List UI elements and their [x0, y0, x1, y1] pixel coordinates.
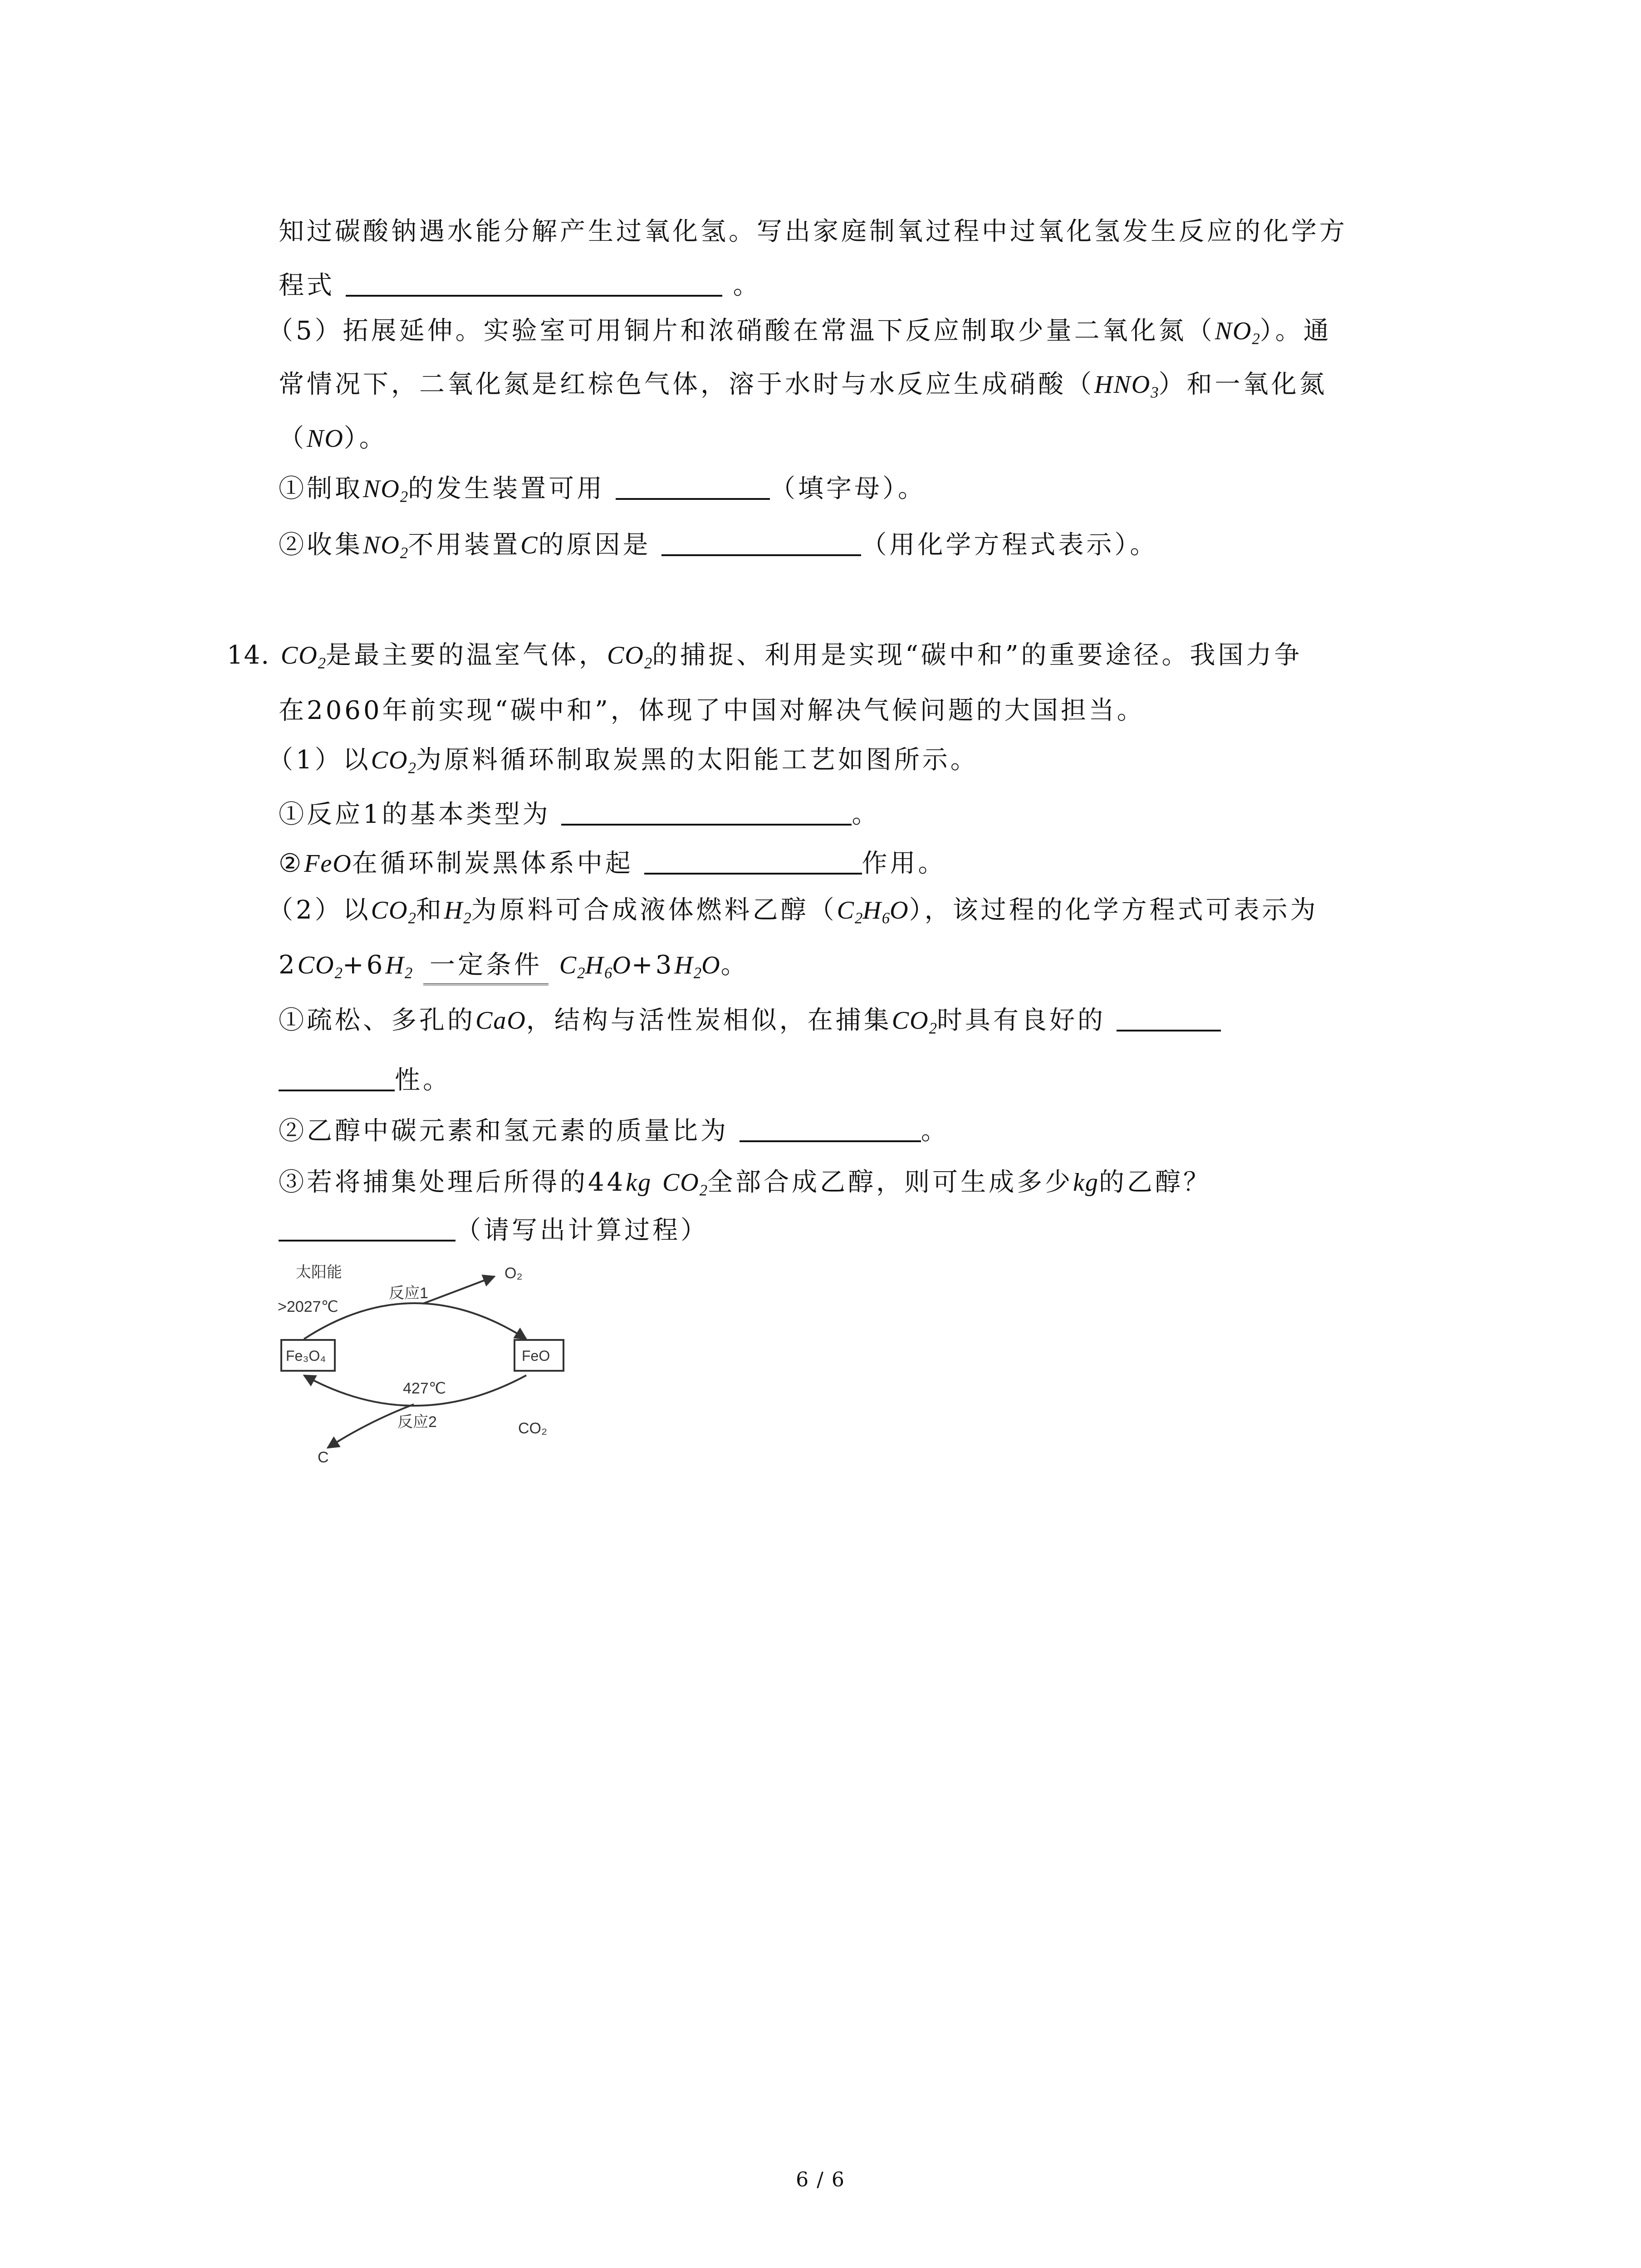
formula-co2: $CO_2$ — [371, 746, 416, 777]
unit-kg: kg — [626, 1168, 652, 1197]
q14-sub1-blank[interactable] — [561, 797, 852, 826]
q14-sub3-b: ，结构与活性炭相似，在捕集 — [526, 1006, 892, 1035]
q14-sub1-a: ①反应1的基本类型为 — [279, 800, 551, 829]
q13-line2 — [279, 269, 761, 303]
q14-line2: 在2060年前实现“碳中和”，体现了中国对解决气候问题的大国担当。 — [279, 696, 1145, 725]
q13-sub2-e: （用化学方程式表示）。 — [861, 530, 1158, 560]
q13-line2-suffix: 。 — [733, 271, 761, 300]
o2-release-arrow — [423, 1276, 495, 1304]
q13-sub1 — [279, 472, 926, 514]
formula-h2o: $H_2O$ — [674, 951, 721, 982]
q14-line1 — [227, 638, 1302, 680]
q14-sub1 — [279, 797, 880, 832]
q14-sub3-cont — [279, 1063, 451, 1098]
q14-sub5-b: 全部合成乙醇，则可生成多少 — [707, 1168, 1073, 1197]
q14-sub3-a: ①疏松、多孔的 — [279, 1006, 475, 1035]
co2-label: CO₂ — [518, 1420, 548, 1437]
q13-line2-prefix: 程式 — [279, 271, 335, 300]
q14-line1-b: 的捕捉、利用是实现“碳中和”的重要途径。我国力争 — [652, 640, 1303, 670]
reaction1-label: 反应1 — [389, 1285, 428, 1302]
formula-co2: $CO_2$ — [280, 641, 326, 672]
unit-kg: kg — [1073, 1168, 1099, 1197]
q13-sub1-a: ①制取 — [279, 474, 363, 503]
q13-line1: 知过碳酸钠遇水能分解产生过氧化氢。写出家庭制氧过程中过氧化氢发生反应的化学方 — [279, 217, 1347, 246]
q13-sub2-b: 不用装置 — [408, 530, 521, 560]
solar-energy-label: 太阳能 — [296, 1264, 342, 1281]
formula-no2: $NO_2$ — [1215, 317, 1260, 348]
q14-equation — [279, 948, 749, 990]
formula-no2: $NO_2$ — [363, 475, 408, 506]
q14-sub2-blank[interactable] — [644, 846, 862, 875]
q13-sub2-a: ②收集 — [279, 530, 363, 560]
q13-equation-blank[interactable] — [346, 269, 722, 297]
carbon-label: C — [318, 1449, 329, 1466]
formula-cao: CaO — [475, 1007, 526, 1035]
q14-sub2 — [279, 846, 946, 881]
reaction2-label: 反应2 — [397, 1413, 437, 1431]
eq-coef: 2 — [279, 950, 298, 980]
q14-sub5 — [279, 1165, 1211, 1207]
q14-sub3 — [279, 1003, 1221, 1046]
q14-part2-d: ），该过程的化学方程式可表示为 — [909, 895, 1318, 925]
q14-sub3-c: 时具有良好的 — [936, 1006, 1106, 1035]
formula-co2: $CO_2$ — [297, 951, 343, 982]
q14-part2-c: 为原料可合成液体燃料乙醇（ — [471, 895, 837, 925]
q13-part5-line2-a: 常情况下，二氧化氮是红棕色气体，溶于水时与水反应生成硝酸（ — [279, 370, 1094, 399]
formula-co2: $CO_2$ — [892, 1007, 937, 1037]
q13-sub2-blank[interactable] — [661, 528, 861, 556]
q13-part5-line3-a: （ — [279, 424, 307, 453]
eq-plus: +6 — [342, 950, 386, 980]
q14-sub4-blank[interactable] — [740, 1114, 921, 1142]
formula-c2h6o: $C_2H_6O$ — [837, 896, 909, 927]
fe3o4-label: Fe₃O₄ — [286, 1348, 326, 1364]
q13-part5-text-b: ）。通 — [1259, 316, 1332, 346]
low-temperature-label: 427℃ — [403, 1380, 446, 1397]
q14-part1-b: 为原料循环制取炭黑的太阳能工艺如图所示。 — [416, 745, 979, 775]
q13-sub1-b: 的发生装置可用 — [408, 474, 605, 503]
q13-part5-line2-b: ）和一氧化氮 — [1158, 370, 1327, 399]
feo-label: FeO — [522, 1348, 550, 1364]
q13-part5-line3 — [279, 421, 387, 456]
q13-sub2 — [279, 528, 1158, 570]
formula-c2h6o: $C_2H_6O$ — [559, 951, 632, 982]
q14-sub2-b: 在循环制炭黑体系中起 — [352, 849, 633, 878]
q14-part2-b: 和 — [416, 895, 444, 925]
formula-h2: $H_2$ — [385, 951, 413, 982]
q13-sub1-c: （填字母）。 — [769, 474, 926, 503]
o2-label: O₂ — [505, 1265, 523, 1282]
carbon-cycle-diagram — [278, 1258, 595, 1494]
q14-sub5-a: ③若将捕集处理后所得的44 — [279, 1168, 626, 1197]
high-temperature-label: >2027℃ — [278, 1298, 338, 1315]
q14-sub2-a: ② — [279, 849, 304, 878]
formula-co2: $CO_2$ — [662, 1168, 708, 1199]
q14-sub6 — [279, 1213, 709, 1248]
q14-sub4-b: 。 — [921, 1116, 949, 1146]
q13-sub1-blank[interactable] — [616, 472, 770, 500]
q14-part2-a: （2）以 — [268, 895, 371, 925]
eq-plus: +3 — [631, 950, 675, 980]
q14-sub2-c: 作用。 — [862, 849, 946, 878]
eq-end: 。 — [720, 950, 749, 980]
q13-part5-line1 — [268, 314, 1332, 356]
q14-calc-blank[interactable] — [279, 1213, 456, 1242]
q14-part1-a: （1）以 — [268, 745, 371, 775]
q14-part1 — [268, 743, 979, 785]
q14-sub4-a: ②乙醇中碳元素和氢元素的质量比为 — [279, 1116, 729, 1146]
reaction-condition: 一定条件 — [423, 948, 549, 982]
formula-feo: FeO — [304, 850, 352, 878]
q13-part5-text-a: （5）拓展延伸。实验室可用铜片和浓硝酸在常温下反应制取少量二氧化氮（ — [268, 316, 1215, 346]
formula-co2: $CO_2$ — [607, 641, 652, 672]
q14-sub6-text: （请写出计算过程） — [456, 1216, 709, 1245]
q14-sub3-blank-a[interactable] — [1117, 1003, 1221, 1031]
q14-line1-a: 是最主要的温室气体， — [326, 640, 607, 670]
formula-no2: $NO_2$ — [363, 531, 408, 562]
q14-number: 14. — [227, 640, 270, 670]
q14-sub1-b: 。 — [852, 800, 880, 829]
q13-part5-line3-b: ）。 — [343, 424, 387, 453]
page-number: 6 / 6 — [796, 2168, 845, 2191]
q14-sub3-blank-b[interactable] — [279, 1063, 395, 1091]
q14-sub3-d: 性。 — [395, 1066, 451, 1095]
formula-no: NO — [307, 425, 344, 453]
formula-h2: $H_2$ — [444, 896, 471, 927]
q14-part2 — [268, 893, 1318, 935]
formula-co2: $CO_2$ — [371, 896, 416, 927]
q13-part5-line2 — [279, 367, 1327, 410]
q14-sub5-c: 的乙醇？ — [1098, 1168, 1211, 1197]
q14-sub4 — [279, 1114, 949, 1149]
apparatus-c: C — [520, 531, 539, 559]
q13-sub2-d: 的原因是 — [538, 530, 651, 560]
formula-hno3: $HNO_3$ — [1094, 371, 1159, 401]
